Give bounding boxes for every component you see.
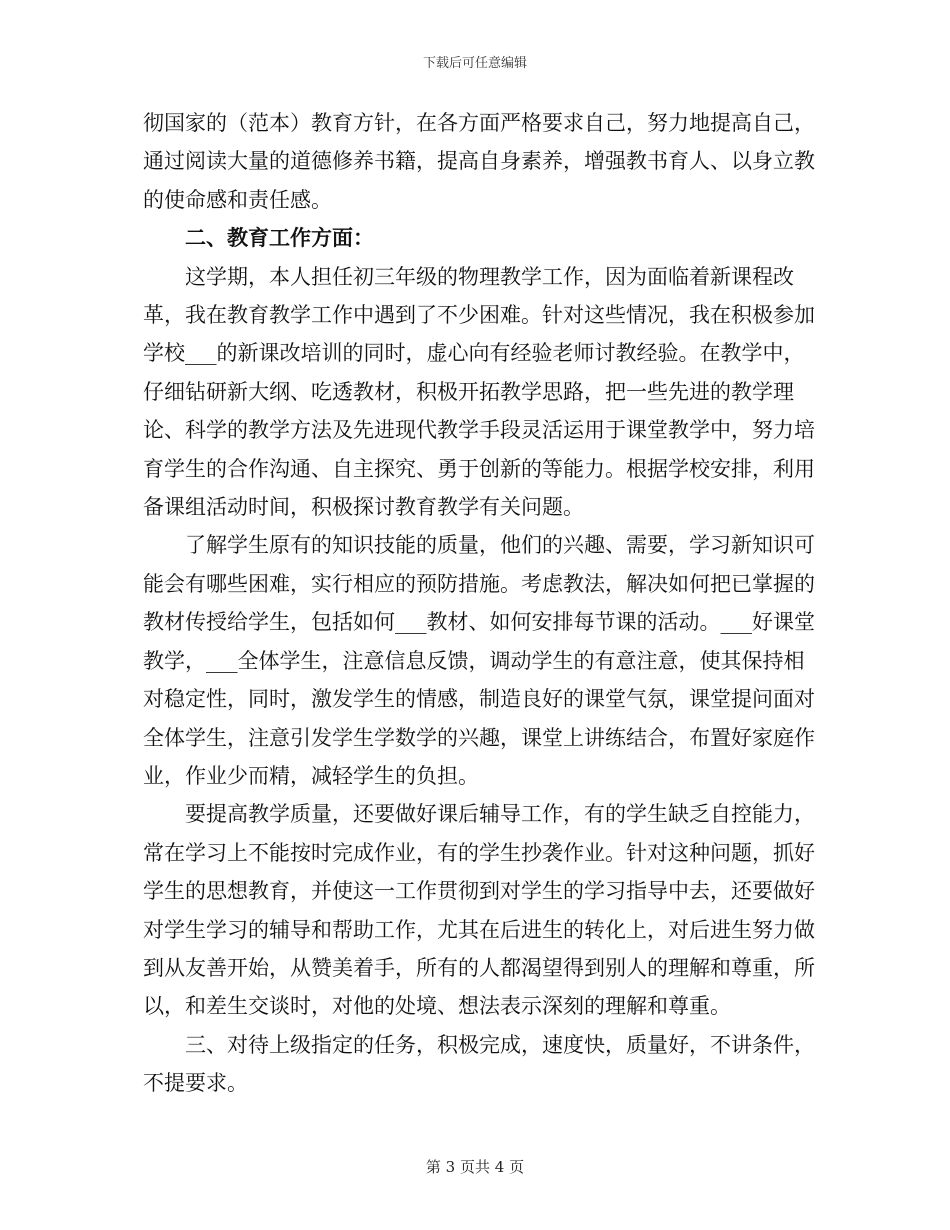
section-heading-education-work: 二、教育工作方面： bbox=[185, 225, 374, 251]
paragraph-assigned-tasks: 三、对待上级指定的任务，积极完成，速度快，质量好，不讲条件，不提要求。 bbox=[143, 1032, 815, 1096]
page-header-note: 下载后可任意编辑 bbox=[422, 56, 527, 71]
document-body bbox=[143, 104, 823, 1103]
paragraph-continuation: 彻国家的（范本）教育方针，在各方面严格要求自己，努力地提高自己，通过阅读大量的道德修养书籍，提高自身素养，增强教书育人、以身立教的使命感和责任感。 bbox=[143, 111, 815, 212]
paragraph-understanding-students: 了解学生原有的知识技能的质量，他们的兴趣、需要，学习新知识可能会有哪些困难，实行相应的预防措施。考虑教法，解决如何把已掌握的教材传授给学生，包括如何___教材、如何安排每节课的活动。___好课堂教学，___全体学生，注意信息反馈，调动学生的有意注意，使其保持相对稳定性，同时，激发学生的情感，制造良好的课堂气氛，课堂提问面对全体学生，注意引发学生学数学的兴趣，课堂上讲练结合，布置好家庭作业，作业少而精，减轻学生的负担。 bbox=[143, 533, 815, 788]
paragraph-teaching-work: 这学期，本人担任初三年级的物理教学工作，因为面临着新课程改革，我在教育教学工作中遇到了不少困难。针对这些情况，我在积极参加学校___的新课改培训的同时，虚心向有经验老师讨教经验。在教学中，仔细钻研新大纲、吃透教材，积极开拓教学思路，把一些先进的教学理论、科学的教学方法及先进现代教学手段灵活运用于课堂教学中，努力培育学生的合作沟通、自主探究、勇于创新的等能力。根据学校安排，利用备课组活动时间，积极探讨教育教学有关问题。 bbox=[143, 264, 815, 520]
paragraph-after-class-tutoring: 要提高教学质量，还要做好课后辅导工作，有的学生缺乏自控能力，常在学习上不能按时完成作业，有的学生抄袭作业。针对这种问题，抓好学生的思想教育，并使这一工作贯彻到对学生的学习指导中去，还要做好对学生学习的辅导和帮助工作，尤其在后进生的转化上，对后进生努力做到从友善开始，从赞美着手，所有的人都渴望得到别人的理解和尊重，所以，和差生交谈时，对他的处境、想法表示深刻的理解和尊重。 bbox=[143, 802, 815, 1019]
page-number: 第 3 页共 4 页 bbox=[425, 1158, 525, 1176]
